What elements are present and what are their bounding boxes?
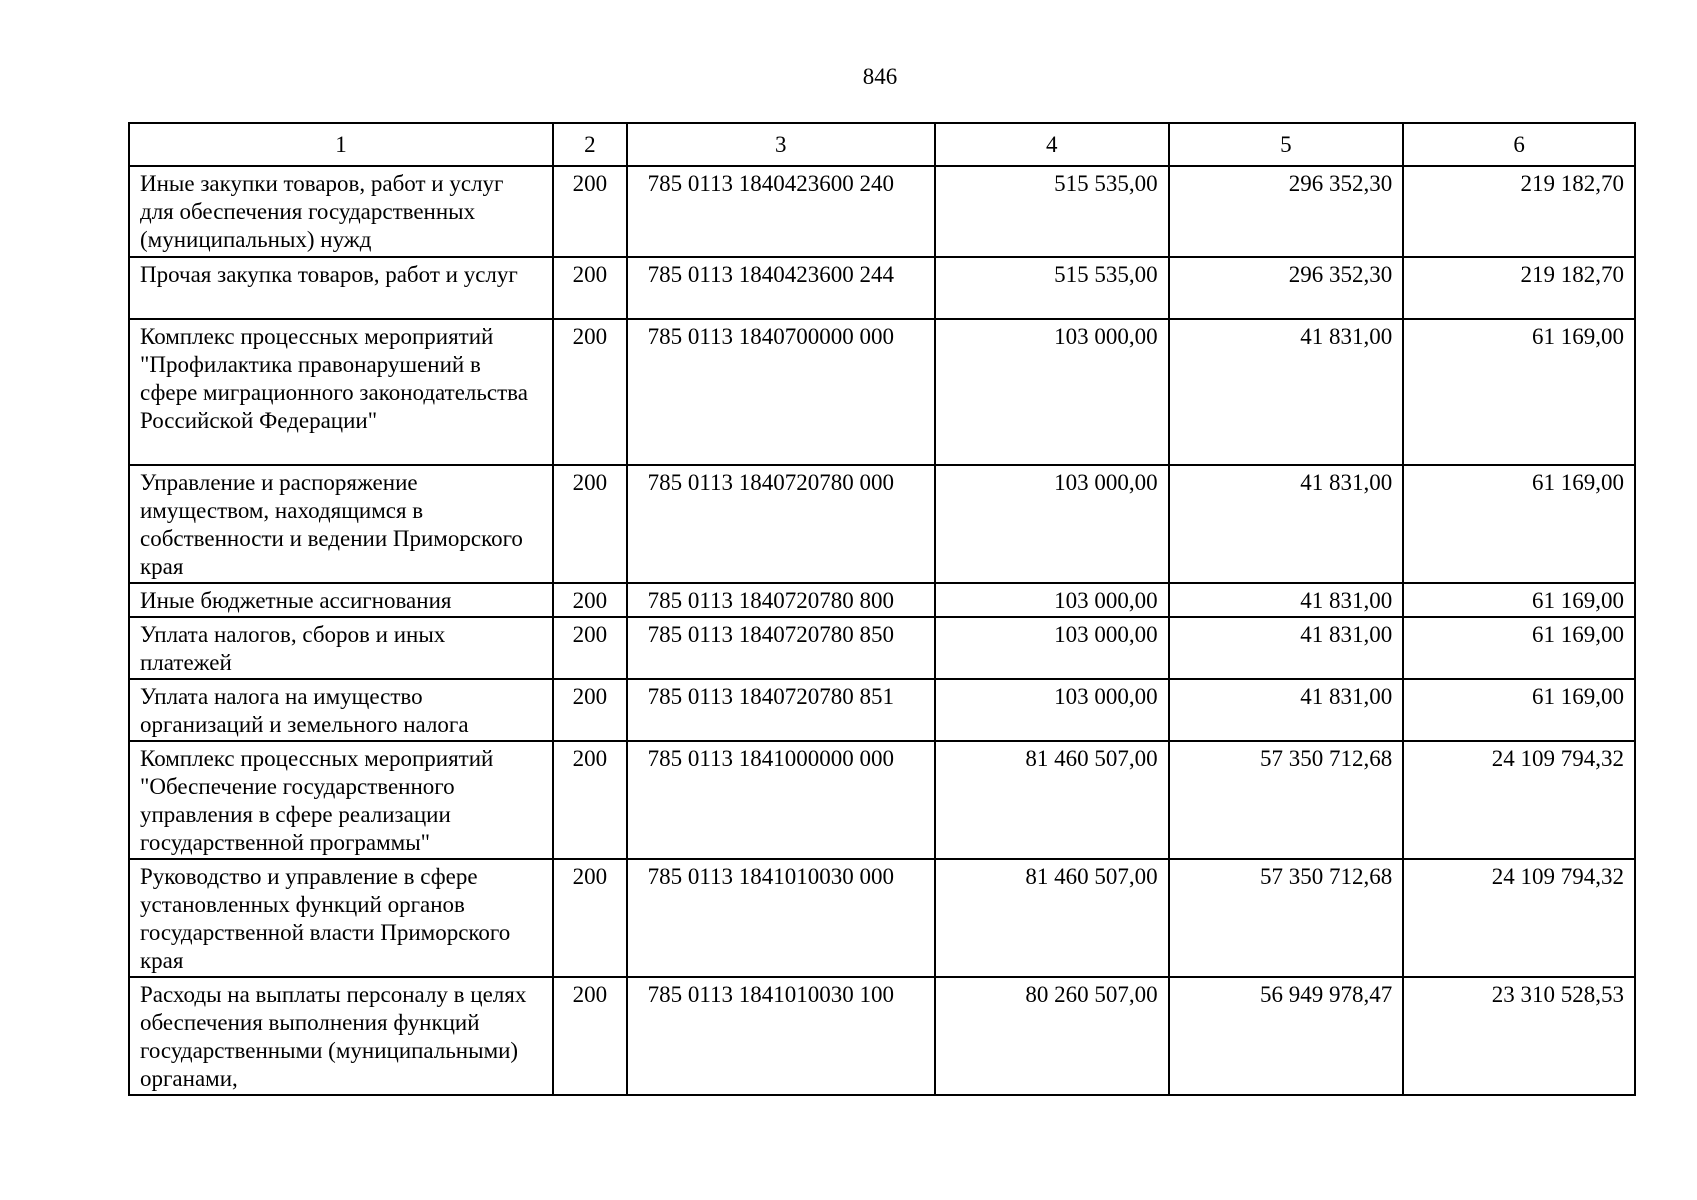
row-col4: 515 535,00 <box>935 257 1169 319</box>
row-col6: 61 169,00 <box>1403 679 1635 741</box>
row-col6: 219 182,70 <box>1403 257 1635 319</box>
row-col6: 61 169,00 <box>1403 583 1635 617</box>
row-col6: 61 169,00 <box>1403 465 1635 583</box>
row-kbk: 785 0113 1840423600 244 <box>627 257 935 319</box>
table-row <box>129 465 1635 583</box>
row-name: Расходы на выплаты персоналу в целях обеспечения выполнения функций государственными (муниципальными) органами, <box>129 977 553 1095</box>
row-code: 200 <box>553 166 627 257</box>
row-col4: 81 460 507,00 <box>935 859 1169 977</box>
row-kbk: 785 0113 1840423600 240 <box>627 166 935 257</box>
row-col5: 41 831,00 <box>1169 617 1404 679</box>
row-col4: 103 000,00 <box>935 679 1169 741</box>
row-col5: 56 949 978,47 <box>1169 977 1404 1095</box>
row-name: Прочая закупка товаров, работ и услуг <box>129 257 553 319</box>
row-col5: 41 831,00 <box>1169 679 1404 741</box>
row-code: 200 <box>553 859 627 977</box>
row-kbk: 785 0113 1840720780 851 <box>627 679 935 741</box>
table-row <box>129 859 1635 977</box>
row-col6: 24 109 794,32 <box>1403 741 1635 859</box>
table-body <box>129 166 1635 1095</box>
row-col4: 81 460 507,00 <box>935 741 1169 859</box>
header-cell-4: 4 <box>935 123 1169 166</box>
row-name: Управление и распоряжение имуществом, находящимся в собственности и ведении Приморского края <box>129 465 553 583</box>
row-col5: 41 831,00 <box>1169 465 1404 583</box>
table-header <box>129 123 1635 166</box>
row-col4: 515 535,00 <box>935 166 1169 257</box>
header-cell-2: 2 <box>553 123 627 166</box>
row-col5: 57 350 712,68 <box>1169 859 1404 977</box>
header-cell-3: 3 <box>627 123 935 166</box>
row-code: 200 <box>553 679 627 741</box>
row-col6: 23 310 528,53 <box>1403 977 1635 1095</box>
row-col4: 103 000,00 <box>935 465 1169 583</box>
row-name: Иные бюджетные ассигнования <box>129 583 553 617</box>
row-kbk: 785 0113 1841010030 000 <box>627 859 935 977</box>
row-code: 200 <box>553 617 627 679</box>
row-col4: 80 260 507,00 <box>935 977 1169 1095</box>
row-col4: 103 000,00 <box>935 617 1169 679</box>
row-col5: 57 350 712,68 <box>1169 741 1404 859</box>
row-col4: 103 000,00 <box>935 583 1169 617</box>
row-col5: 296 352,30 <box>1169 166 1404 257</box>
row-kbk: 785 0113 1840720780 800 <box>627 583 935 617</box>
row-code: 200 <box>553 741 627 859</box>
table-row <box>129 583 1635 617</box>
row-code: 200 <box>553 257 627 319</box>
header-cell-6: 6 <box>1403 123 1635 166</box>
table-row <box>129 319 1635 465</box>
row-col6: 24 109 794,32 <box>1403 859 1635 977</box>
row-name: Иные закупки товаров, работ и услуг для обеспечения государственных (муниципальных) нужд <box>129 166 553 257</box>
row-code: 200 <box>553 977 627 1095</box>
row-name: Уплата налога на имущество организаций и земельного налога <box>129 679 553 741</box>
row-col5: 296 352,30 <box>1169 257 1404 319</box>
row-kbk: 785 0113 1841010030 100 <box>627 977 935 1095</box>
table-row <box>129 257 1635 319</box>
row-col6: 219 182,70 <box>1403 166 1635 257</box>
row-code: 200 <box>553 319 627 465</box>
row-kbk: 785 0113 1840720780 850 <box>627 617 935 679</box>
table-row <box>129 977 1635 1095</box>
budget-table <box>128 122 1636 1096</box>
header-row <box>129 123 1635 166</box>
row-col4: 103 000,00 <box>935 319 1169 465</box>
table-row <box>129 617 1635 679</box>
table-row <box>129 679 1635 741</box>
row-col6: 61 169,00 <box>1403 617 1635 679</box>
row-kbk: 785 0113 1841000000 000 <box>627 741 935 859</box>
row-name: Уплата налогов, сборов и иных платежей <box>129 617 553 679</box>
row-name: Руководство и управление в сфере установленных функций органов государственной власти Приморского края <box>129 859 553 977</box>
table-row <box>129 741 1635 859</box>
header-cell-5: 5 <box>1169 123 1404 166</box>
row-code: 200 <box>553 583 627 617</box>
row-col6: 61 169,00 <box>1403 319 1635 465</box>
row-col5: 41 831,00 <box>1169 319 1404 465</box>
row-code: 200 <box>553 465 627 583</box>
page-number: 846 <box>862 64 898 89</box>
row-col5: 41 831,00 <box>1169 583 1404 617</box>
header-cell-1: 1 <box>129 123 553 166</box>
row-kbk: 785 0113 1840700000 000 <box>627 319 935 465</box>
row-kbk: 785 0113 1840720780 000 <box>627 465 935 583</box>
row-name: Комплекс процессных мероприятий "Обеспечение государственного управления в сфере реализации государственной программы" <box>129 741 553 859</box>
row-name: Комплекс процессных мероприятий "Профилактика правонарушений в сфере миграционного законодательства Российской Федерации" <box>129 319 553 465</box>
table-row <box>129 166 1635 257</box>
